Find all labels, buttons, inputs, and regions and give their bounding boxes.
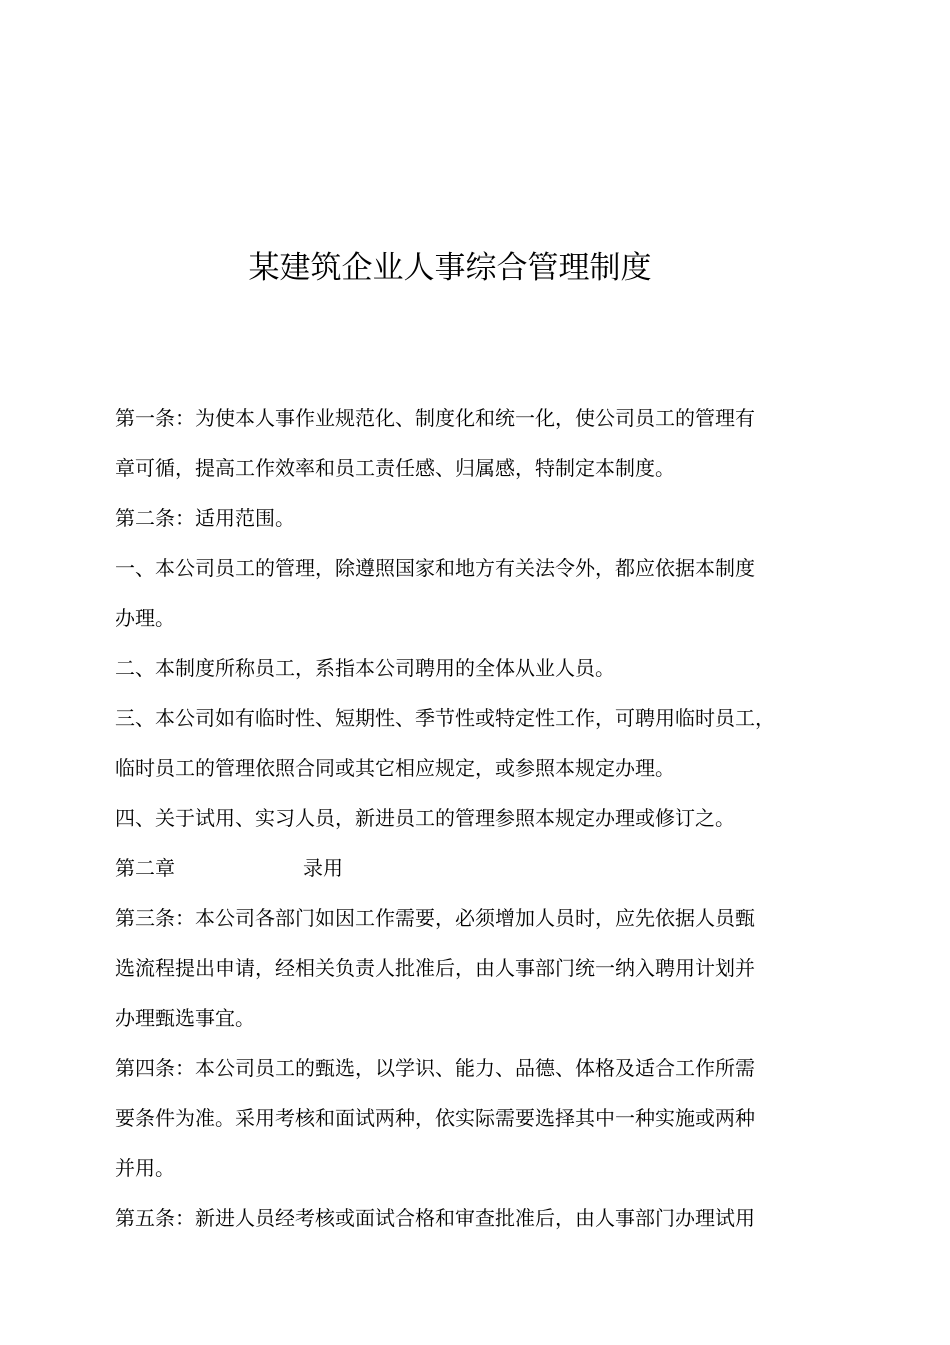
- paragraph-line: 第一条：为使本人事作业规范化、制度化和统一化，使公司员工的管理有: [115, 406, 755, 430]
- paragraph-line: 四、关于试用、实习人员，新进员工的管理参照本规定办理或修订之。: [115, 806, 735, 830]
- chapter-name: 录用: [303, 856, 343, 880]
- paragraph-line: 章可循，提高工作效率和员工责任感、归属感，特制定本制度。: [115, 456, 675, 480]
- paragraph-line: 第三条：本公司各部门如因工作需要，必须增加人员时，应先依据人员甄: [115, 906, 755, 930]
- paragraph-line: 第五条：新进人员经考核或面试合格和审查批准后，由人事部门办理试用: [115, 1206, 755, 1230]
- document-body: [115, 393, 795, 1243]
- paragraph-line: 一、本公司员工的管理，除遵照国家和地方有关法令外，都应依据本制度: [115, 556, 755, 580]
- paragraph-line: 三、本公司如有临时性、短期性、季节性或特定性工作，可聘用临时员工，: [115, 706, 775, 730]
- chapter-number: 第二章: [115, 856, 175, 880]
- paragraph-line: 临时员工的管理依照合同或其它相应规定，或参照本规定办理。: [115, 756, 675, 780]
- paragraph-line: 办理甄选事宜。: [115, 1006, 255, 1030]
- paragraph-line: 要条件为准。采用考核和面试两种，依实际需要选择其中一种实施或两种: [115, 1106, 755, 1130]
- paragraph-line: 并用。: [115, 1156, 175, 1180]
- document-title: 某建筑企业人事综合管理制度: [248, 250, 652, 286]
- paragraph-line: 办理。: [115, 606, 175, 630]
- paragraph-line: 第四条：本公司员工的甄选，以学识、能力、品德、体格及适合工作所需: [115, 1056, 755, 1080]
- paragraph-line: 选流程提出申请，经相关负责人批准后，由人事部门统一纳入聘用计划并: [115, 956, 755, 980]
- paragraph-line: 二、本制度所称员工，系指本公司聘用的全体从业人员。: [115, 656, 615, 680]
- chapter-heading: [115, 843, 795, 893]
- paragraph-line: 第二条：适用范围。: [115, 506, 295, 530]
